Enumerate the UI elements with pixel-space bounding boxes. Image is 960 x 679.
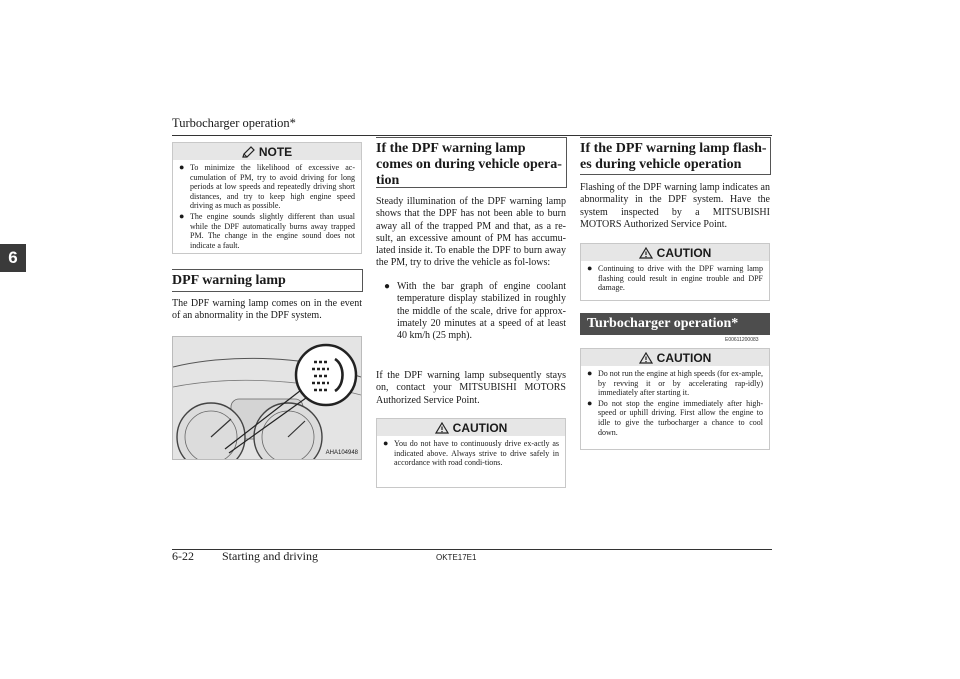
flashes-caution-box — [580, 243, 770, 301]
caution-item: ● You do not have to continuously drive ex-actly as indicated above. Always strive to drive safely in accordance with road condi-tions. — [383, 438, 559, 468]
instrument-cluster-figure — [172, 336, 362, 460]
warning-triangle-icon — [435, 422, 449, 434]
comes-on-title-underline — [376, 187, 566, 188]
dpf-lamp-heading-frame — [172, 269, 363, 292]
comes-on-text: Steady illumination of the DPF warning lamp shows that the DPF has not been able to burn away all of the trapped PM and that, as a re-sult, an excessive amount of PM has accumu-lated inside it. To enable the DPF to burn away the PM, try to drive the vehicle as fol-lows: — [376, 196, 566, 269]
note-heading: NOTE — [258, 144, 293, 159]
header-rule — [172, 135, 772, 136]
bullet-icon: ● — [587, 263, 593, 273]
flashes-text: Flashing of the DPF warning lamp indicates an abnormality in the DPF system. Have the system inspected by a MITSUBISHI MOTORS Authorized Service Point. — [580, 182, 770, 230]
bullet-icon: ● — [384, 281, 391, 292]
flashes-title-underline — [580, 174, 770, 175]
bullet-icon: ● — [587, 368, 593, 378]
bullet-icon: ● — [383, 438, 389, 448]
caution-header — [581, 244, 769, 261]
document-code: OKTE17E1 — [436, 553, 477, 562]
turbo-title: Turbocharger operation* — [587, 316, 739, 331]
warning-triangle-icon — [639, 352, 653, 364]
note-item: ● To minimize the likelihood of excessive ac-cumulation of PM, try to avoid driving for long periods at low speeds and repeatedly driving short distances, and try to keep high engine speed driving as much as possible. — [179, 162, 355, 211]
comes-on-caution-box — [376, 418, 566, 488]
bullet-icon: ● — [587, 397, 593, 408]
comes-on-heading-frame — [376, 137, 567, 188]
caution-header — [377, 419, 565, 436]
dpf-lamp-text: The DPF warning lamp comes on in the event of an abnormality in the DPF system. — [172, 298, 362, 322]
turbo-caution-box — [580, 348, 770, 450]
comes-on-title: If the DPF warning lamp comes on during vehicle opera- tion — [376, 141, 562, 188]
comes-on-bullet: ● With the bar graph of engine coolant temperature display stabilized in roughly the middle of the scale, drive for approx-imately 20 minutes at a speed of at least 40 km/h (25 mph). — [384, 281, 566, 342]
bullet-icon: ● — [179, 210, 185, 221]
turbo-section-code: E00611200083 — [725, 337, 759, 343]
note-pencil-icon — [242, 146, 255, 158]
chapter-tab: 6 — [0, 244, 26, 272]
flashes-title: If the DPF warning lamp flash- es during vehicle operation — [580, 141, 767, 172]
instrument-cluster-illustration — [173, 337, 361, 459]
dpf-lamp-title-underline — [172, 291, 362, 292]
dpf-lamp-title: DPF warning lamp — [172, 273, 286, 288]
comes-on-followup-text: If the DPF warning lamp subsequently stays on, contact your MITSUBISHI MOTORS Authorized Service Point. — [376, 370, 566, 406]
page-number: 6-22 — [172, 549, 194, 563]
chapter-name: Starting and driving — [222, 549, 318, 563]
bullet-icon: ● — [179, 162, 185, 172]
caution-item: ● Do not stop the engine immediately after high-speed or uphill driving. First allow the engine to idle to give the turbocharger a chance to cool down. — [587, 397, 763, 437]
caution-header — [581, 349, 769, 366]
figure-code: AHA104948 — [325, 450, 358, 456]
flashes-heading-frame — [580, 137, 771, 175]
caution-heading: CAUTION — [656, 350, 712, 365]
running-head: Turbocharger operation* — [172, 116, 296, 130]
caution-item: ● Do not run the engine at high speeds (for ex-ample, by revving it or by accelerating rap-idly) immediately after starting it. — [587, 368, 763, 398]
caution-heading: CAUTION — [452, 420, 508, 435]
note-header — [173, 143, 361, 160]
caution-item: ● Continuing to drive with the DPF warning lamp flashing could result in engine trouble and DPF damage. — [587, 263, 763, 293]
turbo-section-heading — [580, 313, 770, 335]
note-box — [172, 142, 362, 254]
warning-triangle-icon — [639, 247, 653, 259]
caution-heading: CAUTION — [656, 245, 712, 260]
note-item: ● The engine sounds slightly different than usual while the DPF automatically burns away trapped PM. The change in the engine sound does not indicate a fault. — [179, 210, 355, 250]
